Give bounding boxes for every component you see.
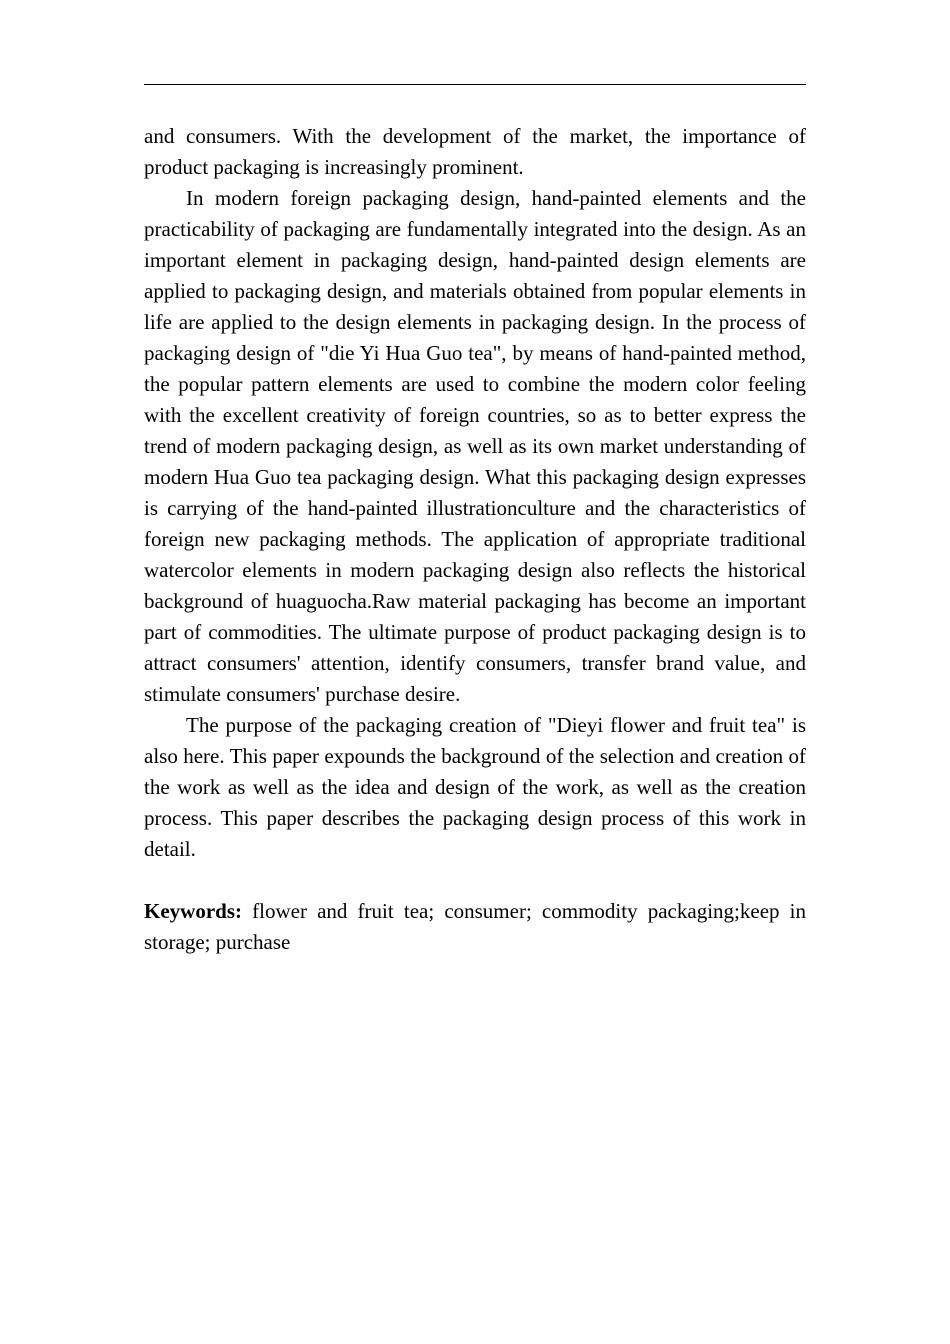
paragraph: In modern foreign packaging design, hand-painted elements and the practicability of packaging are fundamentally integrated into the design. As an important element in packaging design, hand-painted design elements are applied to packaging design, and materials obtained from popular elements in life are applied to the design elements in packaging design. In the process of packaging design of "die Yi Hua Guo tea", by means of hand-painted method, the popular pattern elements are used to combine the modern color feeling with the excellent creativity of foreign countries, so as to better express the trend of modern packaging design, as well as its own market understanding of modern Hua Guo tea packaging design. What this packaging design expresses is carrying of the hand-painted illustrationculture and the characteristics of foreign new packaging methods. The application of appropriate traditional watercolor elements in modern packaging design also reflects the historical background of huaguocha.Raw material packaging has become an important part of commodities. The ultimate purpose of product packaging design is to attract consumers' attention, identify consumers, transfer brand value, and stimulate consumers' purchase desire. [144,186,806,706]
header-rule [144,84,806,85]
keywords-line [144,896,806,958]
paragraph: The purpose of the packaging creation of "Dieyi flower and fruit tea" is also here. This paper expounds the background of the selection and creation of the work as well as the idea and design of the work, as well as the creation process. This paper describes the packaging design process of this work in detail. [144,713,806,861]
keywords-label: Keywords: [144,899,242,923]
keywords-text: flower and fruit tea; consumer; commodity packaging;keep in storage; purchase [144,899,806,954]
spacer [144,865,806,896]
paragraph-continuation: and consumers. With the development of the market, the importance of product packaging is increasingly prominent. [144,124,806,179]
abstract-body [144,121,806,958]
